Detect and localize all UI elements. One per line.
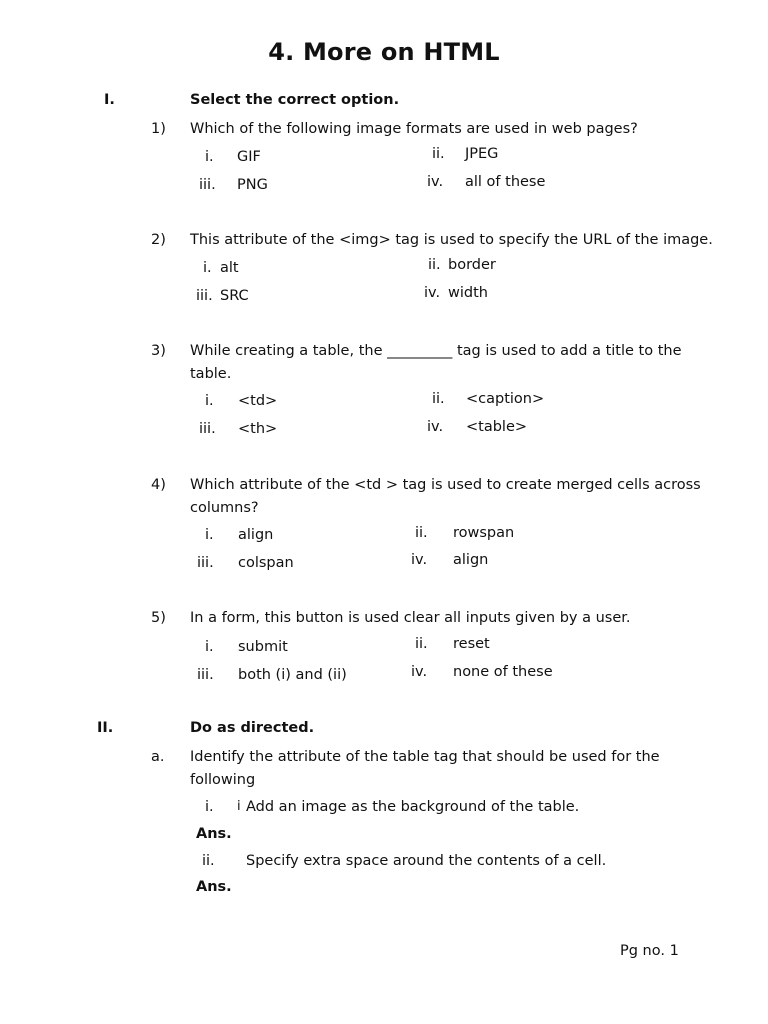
option-text: align [453, 552, 489, 568]
item-text: Add an image as the background of the table. [246, 799, 580, 815]
question-text: In a form, this button is used clear all inputs given by a user. [190, 610, 631, 626]
question-number: 1) [151, 121, 166, 137]
option-text: all of these [465, 174, 546, 190]
option-text: colspan [238, 555, 294, 571]
option-text: width [448, 285, 488, 301]
question-text: Which of the following image formats are used in web pages? [190, 121, 638, 137]
option-text: GIF [237, 149, 261, 165]
section-heading: Select the correct option. [190, 92, 400, 108]
option-label: i. [203, 260, 212, 276]
item-label: i. [205, 799, 214, 815]
question-number: 3) [151, 343, 166, 359]
question-number: 2) [151, 232, 166, 248]
page-title: 4. More on HTML [268, 38, 500, 66]
option-text: <caption> [466, 391, 545, 407]
section-heading: Do as directed. [190, 720, 315, 736]
option-text: <th> [238, 421, 278, 437]
option-label: ii. [415, 525, 428, 541]
option-text: SRC [220, 288, 249, 304]
option-text: align [238, 527, 274, 543]
question-text-line-1: Which attribute of the <td > tag is used to create merged cells across [190, 477, 701, 493]
option-label: iv. [411, 664, 428, 680]
option-label: iii. [199, 177, 216, 193]
option-label: iv. [411, 552, 428, 568]
option-label: iv. [427, 419, 444, 435]
option-text: border [448, 257, 496, 273]
option-text: JPEG [465, 146, 499, 162]
option-label: ii. [432, 146, 445, 162]
option-label: iii. [197, 667, 214, 683]
option-text: none of these [453, 664, 553, 680]
question-text-line-2: columns? [190, 500, 259, 516]
option-label: i. [205, 527, 214, 543]
answer-label: Ans. [196, 879, 232, 895]
option-text: both (i) and (ii) [238, 667, 347, 683]
option-text: reset [453, 636, 490, 652]
option-label: iv. [424, 285, 441, 301]
part-text-line-2: following [190, 772, 256, 788]
option-label: i. [205, 639, 214, 655]
page-number: Pg no. 1 [620, 943, 679, 959]
item-marker: i [237, 799, 241, 814]
option-text: submit [238, 639, 288, 655]
option-label: ii. [428, 257, 441, 273]
section-numeral: I. [104, 92, 115, 108]
question-text-line-2: table. [190, 366, 232, 382]
option-label: iii. [199, 421, 216, 437]
option-text: <table> [466, 419, 528, 435]
question-text-line-1: While creating a table, the _________ tag is used to add a title to the [190, 343, 682, 359]
item-label: ii. [202, 853, 215, 869]
section-numeral: II. [97, 720, 114, 736]
option-text: PNG [237, 177, 268, 193]
option-text: <td> [238, 393, 278, 409]
question-number: 5) [151, 610, 166, 626]
part-label: a. [151, 749, 165, 765]
option-label: ii. [415, 636, 428, 652]
question-number: 4) [151, 477, 166, 493]
option-label: iii. [196, 288, 213, 304]
option-label: i. [205, 393, 214, 409]
option-label: i. [205, 149, 214, 165]
option-label: iv. [427, 174, 444, 190]
option-label: iii. [197, 555, 214, 571]
question-text: This attribute of the <img> tag is used to specify the URL of the image. [190, 232, 713, 248]
answer-label: Ans. [196, 826, 232, 842]
part-text-line-1: Identify the attribute of the table tag that should be used for the [190, 749, 660, 765]
option-text: alt [220, 260, 239, 276]
option-label: ii. [432, 391, 445, 407]
item-text: Specify extra space around the contents of a cell. [246, 853, 607, 869]
option-text: rowspan [453, 525, 515, 541]
